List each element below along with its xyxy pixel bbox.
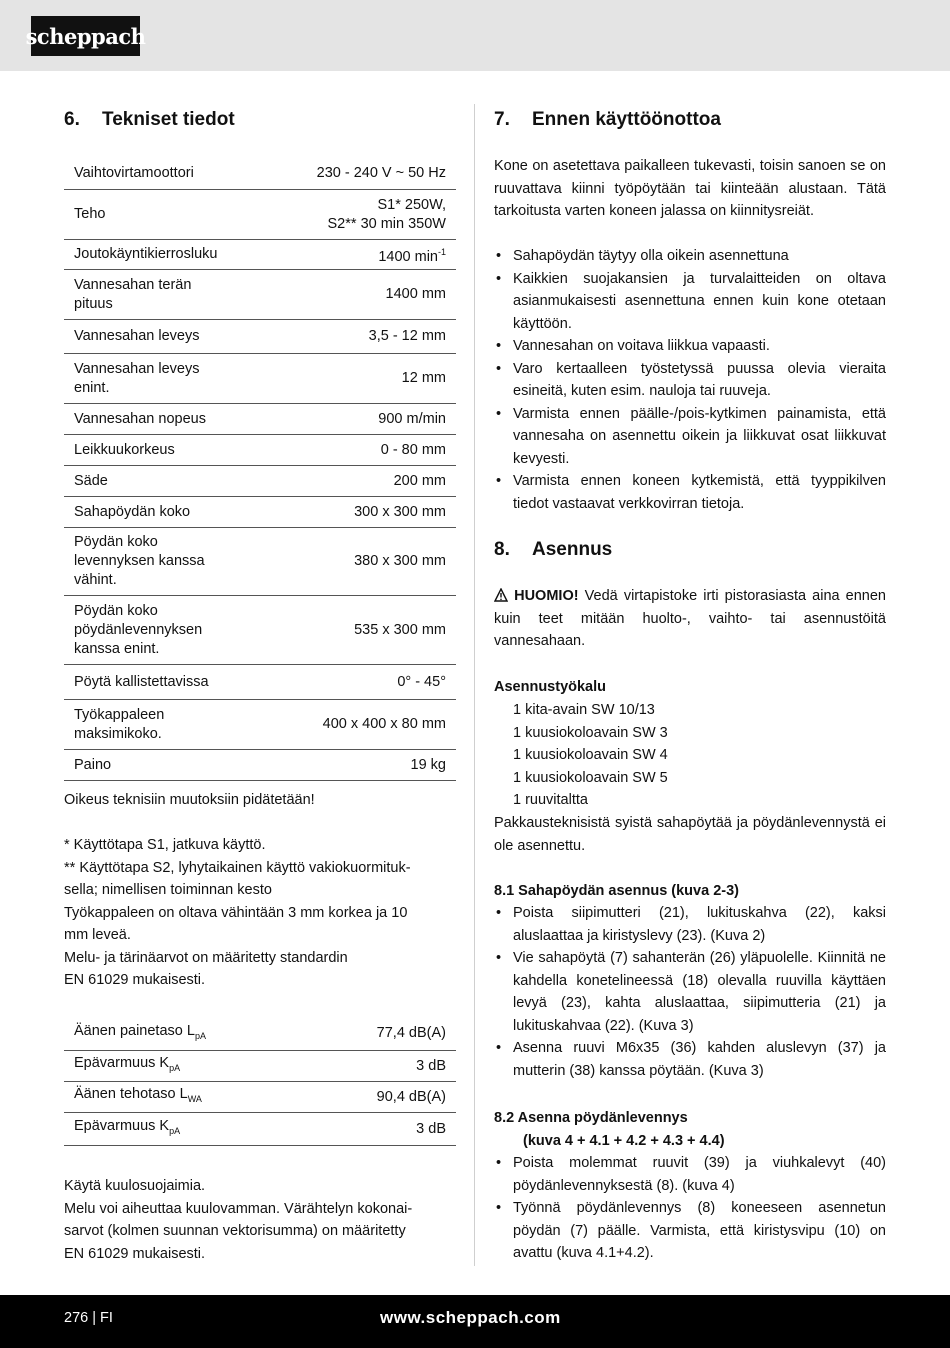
note-line: Työkappaleen on oltava vähintään 3 mm korkea ja 10 xyxy=(64,904,408,921)
spec-key: Vannesahan nopeus xyxy=(74,410,206,427)
tools-title: Asennustyökalu xyxy=(494,679,606,695)
spec-row xyxy=(64,404,456,435)
note-line: sella; nimellisen toiminnan kesto xyxy=(64,882,272,898)
section-6-heading: 6. Tekniset tiedot xyxy=(64,109,235,130)
spec-key: Joutokäyntikierrosluku xyxy=(74,246,218,262)
list-item: • Varmista ennen päälle-/pois-kytkimen painamista, että vannesaha on asennettu oikein ja liikkuvat osat liikkuvat kevyesti. xyxy=(494,403,886,471)
spec-value: 12 mm xyxy=(401,370,446,386)
spec-value: 200 mm xyxy=(393,472,446,489)
spec-key: Pöytä kallistettavissa xyxy=(74,673,209,690)
spec-value: 535 x 300 mm xyxy=(354,621,446,638)
spec-row xyxy=(64,750,456,781)
closing-line: EN 61029 mukaisesti. xyxy=(64,1245,206,1262)
spec-value: 300 x 300 mm xyxy=(354,503,446,520)
subsection-8-1-list xyxy=(494,902,886,1082)
spec-value: 1400 $\min^{-1}$ xyxy=(378,246,446,265)
spec-key: Vannesahan leveys enint. xyxy=(74,360,200,396)
spec-key: Säde xyxy=(74,472,108,489)
subsection-8-1-title: 8.1 Sahapöydän asennus (kuva 2-3) xyxy=(494,883,739,899)
warning-label: HUOMIO! xyxy=(514,588,579,604)
spec-row xyxy=(64,354,456,404)
scheppach-logo: scheppach xyxy=(31,16,140,56)
spec-value: 1400 mm xyxy=(385,286,446,302)
subsection-8-2-title: 8.2 Asenna pöydänlevennys (kuva 4 + 4.1 + 4.2 + 4.3 + 4.4) xyxy=(494,1110,725,1149)
warning-triangle-icon xyxy=(494,588,508,602)
tool-item: 1 ruuvitaltta xyxy=(513,792,588,808)
spec-value: 900 m/min xyxy=(378,410,446,427)
spec-row xyxy=(64,528,456,596)
list-item: • Varmista ennen koneen kytkemistä, että tyyppikilven tiedot vastaavat verkkovirran tietoja. xyxy=(494,470,886,515)
noise-row xyxy=(64,1051,456,1082)
list-item: • Asenna ruuvi M6x35 (36) kahden aluslevyn (37) ja mutterin (38) kanssa pöytään. (Kuva 3) xyxy=(494,1037,886,1082)
spec-key: Sahapöydän koko xyxy=(74,503,191,520)
list-item: • Varo kertaalleen työstetyssä puussa olevia vieraita esineitä, kuten esim. nauloja tai ruuveja. xyxy=(494,358,886,403)
spec-row xyxy=(64,497,456,528)
footer-bar xyxy=(0,1295,950,1348)
noise-row xyxy=(64,1082,456,1113)
spec-value: 400 x 400 x 80 mm xyxy=(322,716,446,732)
closing-block xyxy=(64,1175,459,1265)
noise-key: Äänen painetaso $L_{pA}$ xyxy=(74,1022,206,1041)
spec-key: Teho xyxy=(74,206,106,222)
spec-key: Vannesahan terän pituus xyxy=(74,276,192,312)
reserve-note: Oikeus teknisiin muutoksiin pidätetään! xyxy=(64,792,315,808)
spec-value: 380 x 300 mm xyxy=(354,553,446,569)
noise-row xyxy=(64,1017,456,1051)
spec-key: Leikkuukorkeus xyxy=(74,441,175,458)
warning-block xyxy=(494,585,886,653)
closing-line: Melu voi aiheuttaa kuulovamman. Värähtelyn kokonai- xyxy=(64,1200,413,1217)
spec-key: Vannesahan leveys xyxy=(74,328,200,344)
noise-key: Äänen tehotaso $L_{WA}$ xyxy=(74,1086,202,1104)
closing-line: sarvot (kolmen suunnan vektorisumma) on määritetty xyxy=(64,1223,406,1239)
noise-value: 3 dB xyxy=(416,1120,446,1137)
spec-key: Vaihtovirtamoottori xyxy=(74,164,194,181)
note-line: * Käyttötapa S1, jatkuva käyttö. xyxy=(64,837,266,853)
website-link[interactable]: www.scheppach.com xyxy=(380,1308,561,1327)
subsection-8-2-list xyxy=(494,1152,886,1265)
header-bar xyxy=(0,0,950,71)
section-7-list xyxy=(494,245,886,515)
spec-row xyxy=(64,700,456,750)
note-line: EN 61029 mukaisesti. xyxy=(64,972,206,988)
spec-value: S1* 250W, S2** 30 min 350W xyxy=(327,196,446,232)
tool-item: 1 kuusiokoloavain SW 4 xyxy=(513,747,668,763)
section-7-heading: 7. Ennen käyttöönottoa xyxy=(494,109,721,130)
spec-key: Pöydän koko levennyksen kanssa vähint. xyxy=(74,534,205,588)
spec-key: Paino xyxy=(74,756,112,773)
noise-value: 77,4 dB(A) xyxy=(376,1025,446,1041)
spec-key: Pöydän koko pöydänlevennyksen kanssa enint. xyxy=(74,602,203,657)
note-line: ** Käyttötapa S2, lyhytaikainen käyttö vakiokuormituk- xyxy=(64,859,411,876)
note-line: Melu- ja tärinäarvot on määritetty standardin xyxy=(64,949,348,966)
noise-key: Epävarmuus $K_{pA}$ xyxy=(74,1055,181,1073)
list-item: • Kaikkien suojakansien ja turvalaitteiden on oltava asianmukaisesti asennettuna ennen kuin kone otetaan käyttöön. xyxy=(494,268,886,336)
list-item: • Poista molemmat ruuvit (39) ja viuhkalevyt (40) pöydänlevennyksestä (8). (kuva 4) xyxy=(494,1152,886,1197)
tool-item: 1 kita-avain SW 10/13 xyxy=(513,702,655,718)
list-item: • Työnnä pöydänlevennys (8) koneeseen asennetun pöydän (7) päälle. Varmista, että kiristysvipu (10) on avattu (kuva 4.1+4.2). xyxy=(494,1197,886,1265)
tool-item: 1 kuusiokoloavain SW 5 xyxy=(513,769,668,786)
section-7-intro: Kone on asetettava paikalleen tukevasti, toisin sanoen se on ruuvattava kiinni työpöytään tai kiinteään alustaan. Tätä tarkoitusta varten koneen jalassa on kiinnitysreiät. xyxy=(494,158,886,219)
spec-value: 230 - 240 V ~ 50 Hz xyxy=(316,164,446,181)
section-8-heading: 8. Asennus xyxy=(494,539,613,560)
spec-value: 19 kg xyxy=(410,756,446,773)
spec-row xyxy=(64,157,456,190)
tools-list xyxy=(513,699,668,812)
page-number: 276 | FI xyxy=(64,1310,113,1326)
column-divider xyxy=(474,104,475,1266)
pack-note: Pakkausteknisistä syistä sahapöytää ja pöydänlevennystä ei ole asennettu. xyxy=(494,815,886,854)
note-line: mm leveä. xyxy=(64,927,131,943)
spec-row xyxy=(64,240,456,270)
list-item: • Poista siipimutteri (21), lukituskahva (22), kaksi aluslaattaa ja kiristyslevy (23). (Kuva 2) xyxy=(494,902,886,947)
spec-row xyxy=(64,596,456,665)
spec-row xyxy=(64,665,456,700)
noise-value: 3 dB xyxy=(416,1057,446,1074)
noise-value: 90,4 dB(A) xyxy=(376,1088,446,1105)
spec-row xyxy=(64,320,456,354)
noise-row xyxy=(64,1113,456,1146)
list-item: • Vannesahan on voitava liikkua vapaasti. xyxy=(494,335,886,358)
spec-value: 0° - 45° xyxy=(397,673,446,690)
spec-row xyxy=(64,270,456,320)
spec-row xyxy=(64,435,456,466)
spec-key: Työkappaleen maksimikoko. xyxy=(74,706,165,742)
notes-block xyxy=(64,834,459,992)
spec-value: 0 - 80 mm xyxy=(380,441,446,458)
warning-text: Vedä virtapistoke irti pistorasiasta aina ennen kuin teet mitään huolto-, vaihto- tai asennustöitä vannesahaan. xyxy=(494,588,887,649)
closing-line: Käytä kuulosuojaimia. xyxy=(64,1178,206,1194)
tool-item: 1 kuusiokoloavain SW 3 xyxy=(513,724,668,741)
list-item: • Vie sahapöytä (7) sahanterän (26) yläpuolelle. Kiinnitä ne kahdella konetelineessä (18) olevalla ruuvilla käyttäen levyä (23), kahta aluslaattaa, siipimutteria (21) ja lukituskahvaa (22). (Kuva 3) xyxy=(494,947,886,1037)
spec-row xyxy=(64,190,456,240)
spec-row xyxy=(64,466,456,497)
noise-key: Epävarmuus $K_{pA}$ xyxy=(74,1118,181,1136)
spec-value: 3,5 - 12 mm xyxy=(368,328,446,344)
list-item: • Sahapöydän täytyy olla oikein asennettuna xyxy=(494,245,886,268)
